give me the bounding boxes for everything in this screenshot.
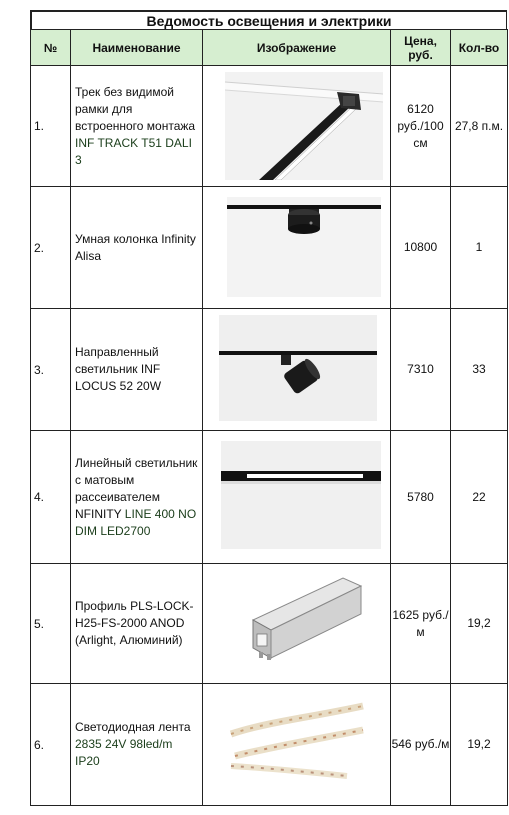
row-number: 1. xyxy=(31,66,71,187)
row-image xyxy=(203,66,391,187)
row-image xyxy=(203,564,391,684)
row-qty: 1 xyxy=(451,187,508,309)
item-name: Трек без видимой рамки для встроенного монтажа xyxy=(75,84,196,133)
row-image xyxy=(203,431,391,564)
header-qty: Кол-во xyxy=(451,30,508,66)
header-num: № xyxy=(31,30,71,66)
row-price: 7310 xyxy=(391,309,451,431)
recessed-track-icon xyxy=(225,72,383,180)
row-image xyxy=(203,187,391,309)
row-number: 4. xyxy=(31,431,71,564)
row-name xyxy=(71,309,203,431)
item-code: INF TRACK T51 DALI 3 xyxy=(75,135,192,167)
spotlight-icon xyxy=(219,315,377,421)
row-qty: 33 xyxy=(451,309,508,431)
item-name: Линейный светильник с матовым рассеивателем NFINITY xyxy=(75,455,198,521)
row-qty: 22 xyxy=(451,431,508,564)
smart-speaker-icon xyxy=(227,197,381,297)
row-number: 6. xyxy=(31,684,71,806)
item-name: Направленный светильник INF LOCUS 52 20W xyxy=(75,345,162,393)
row-price: 546 руб./м xyxy=(391,684,451,806)
sheet-title: Ведомость освещения и электрики xyxy=(30,10,507,29)
row-qty: 27,8 п.м. xyxy=(451,66,508,187)
row-name xyxy=(71,564,203,684)
table-row xyxy=(31,431,508,564)
header-name: Наименование xyxy=(71,30,203,66)
row-image xyxy=(203,684,391,806)
item-code: LINE 400 NO DIM LED2700 xyxy=(75,506,197,538)
table-row xyxy=(31,309,508,431)
item-name: Умная колонка Infinity Alisa xyxy=(75,231,196,263)
row-name xyxy=(71,431,203,564)
linear-light-icon xyxy=(221,441,381,549)
item-code: 2835 24V 98led/m IP20 xyxy=(75,737,173,768)
header-row xyxy=(31,30,508,66)
row-qty: 19,2 xyxy=(451,684,508,806)
row-name xyxy=(71,66,203,187)
row-name xyxy=(71,187,203,309)
row-name xyxy=(71,684,203,806)
row-price: 1625 руб./м xyxy=(391,564,451,684)
item-name: Светодиодная лента xyxy=(75,720,191,734)
row-number: 2. xyxy=(31,187,71,309)
row-number: 5. xyxy=(31,564,71,684)
item-name: Профиль PLS-LOCK-H25-FS-2000 ANOD (Arlight, Алюминий) xyxy=(75,599,194,647)
table-row xyxy=(31,66,508,187)
row-price: 6120 руб./100 см xyxy=(391,66,451,187)
row-price: 5780 xyxy=(391,431,451,564)
lighting-table xyxy=(30,29,508,806)
table-row xyxy=(31,187,508,309)
row-number: 3. xyxy=(31,309,71,431)
header-image: Изображение xyxy=(203,30,391,66)
header-price: Цена, руб. xyxy=(391,30,451,66)
table-row xyxy=(31,684,508,806)
aluminium-profile-icon xyxy=(245,574,363,668)
row-price: 10800 xyxy=(391,187,451,309)
led-strip-icon xyxy=(227,700,367,780)
row-qty: 19,2 xyxy=(451,564,508,684)
table-row xyxy=(31,564,508,684)
row-image xyxy=(203,309,391,431)
